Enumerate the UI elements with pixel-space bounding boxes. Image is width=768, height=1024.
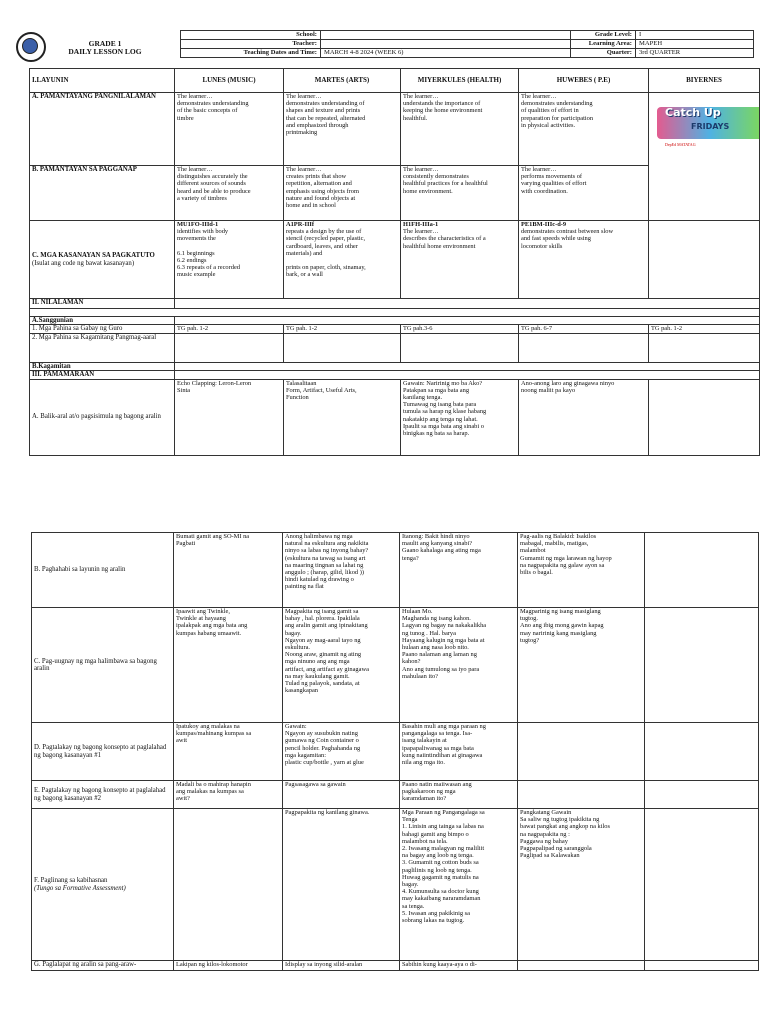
catch-up-fridays-cell [649,93,760,221]
cell-biyernes [649,221,760,299]
cell-lunes: Echo Clapping: Leron-Leron Sinta [175,379,284,455]
cell-biyernes [645,608,759,723]
cell-huwebes: Magparinig ng isang masiglang tugtog. Ano ang ibig mong gawin kapag may naririnig kang masiglang tugtog? [518,608,645,723]
cell-huwebes: Pag-aalis ng Balakid: Isakilos mabagal, mabilis, matigas, malambot Gumamit ng mga larawan ng hayop na nagpapakita ng galaw ayon sa bilis o bagal. [518,533,645,608]
cell-martes: The learner… creates prints that show repetition, alternation and emphasis using objects from nature and found objects at home and in school [284,166,401,221]
column-header-row [30,69,760,93]
spacer-cell [30,309,760,317]
cell-huwebes [519,221,649,299]
cell-lunes: Lakipan ng kilos-lokomotor [174,961,283,971]
lesson-table-bottom [31,532,759,971]
cell-martes: Anong halimbawa ng mga natural na eskultura ang nakikita ninyo sa labas ng inyong bahay? (eskultura na tawag sa isang art na maaring tingnan sa lahat ng anggulo ; (harap, gilid, likod )) hindi katulad ng drawing o painting na flat [283,533,400,608]
cell-huwebes [518,781,645,809]
cell-lunes [175,221,284,299]
kagamitan-content [175,363,760,371]
cell-miyerkules: TG pah.3-6 [401,325,519,334]
row-pagtalakay-1 [32,723,759,781]
teacher-value [321,40,571,49]
row-label: G. Paglalapat ng aralin sa pang-araw- [32,961,174,971]
row-kagamitang-pangmag-aaral [30,334,760,363]
col-martes: MARTES (ARTS) [284,69,401,93]
section-sanggunian: A.Sanggunian [30,317,175,325]
gabay-label: 1. Mga Pahina sa Gabay ng Guro [30,325,175,334]
section-pamamaraan: III. PAMAMARAAN [30,371,175,379]
cell-miyerkules [401,334,519,363]
cell-miyerkules: The learner… consistently demonstrates healthful practices for a healthful home environment. [401,166,519,221]
learning-area-value: MAPEH [636,40,754,49]
row-pamantayang-pangnilalaman [30,93,760,166]
cell-martes: Pagsasagawa sa gawain [283,781,400,809]
logo-word1: Catch Up [665,106,721,119]
cell-biyernes [649,334,760,363]
cell-miyerkules: Gawain: Naririnig mo ba Ako? Patakpan sa mga bata ang kanilang tenga. Tumawag ng isang bata para tumula sa harap ng klase habang nakatakip ang tenga ng lahat. Ipaulit sa mga bata ang sinabi o binigkas ng bata sa harap. [401,379,519,455]
cell-biyernes: TG pah. 1-2 [649,325,760,334]
cell-lunes [174,809,283,961]
grade-title: GRADE 1 [88,39,122,48]
cell-miyerkules: Sabihin kung kaaya-aya o di- [400,961,518,971]
quarter-value: 3rd QUARTER [636,49,754,58]
header-row [181,40,754,49]
competency: demonstrates contrast between slow and fast speeds while using locomotor skills [521,228,614,250]
cell-biyernes [645,961,759,971]
competency: The learner… describes the characteristics of a healthful home environment [403,228,486,250]
header-row [181,31,754,40]
lesson-table-top [29,68,760,456]
cell-martes: Gawain: Ngayon ay susubukin nating gumawa ng Coin container o pencil holder. Paghahanda ng mga kagamitan: plastic cup/bottle , yarn at glue [283,723,400,781]
cell-biyernes [645,533,759,608]
header-row [181,49,754,58]
catch-up-fridays-logo [651,103,757,147]
paglinang-note: (Tungo sa Formative Assessment) [34,884,126,892]
cell-lunes: Madali ba o mahirap hanapin ang malakas na kumpas sa awit? [174,781,283,809]
cell-miyerkules [401,221,519,299]
cell-huwebes: Pangkatang Gawain Sa saliw ng tugtog ipakikita ng bawat pangkat ang angkop na kilos na nagpapakita ng : Paggawa ng bahay Pagpapalipad ng saranggola Paglipad sa Kalawakan [518,809,645,961]
cell-martes [284,334,401,363]
cell-lunes: Ipaawit ang Twinkle, Twinkle at hayaang ipalakpak ang mga bata ang kumpas habang umaawit. [174,608,283,723]
row-balik-aral [30,379,760,455]
school-label: School: [181,31,321,40]
logo-word2: FRIDAYS [691,122,730,131]
cell-huwebes [519,334,649,363]
header-info-table [180,30,754,58]
row-paglinang [32,809,759,961]
row-pamamaraan [30,371,760,379]
row-label: D. Pagtalakay ng bagong konsepto at paglalahad ng bagong kasanayan #1 [32,723,174,781]
cell-biyernes [649,379,760,455]
school-value [321,31,571,40]
kagamitang-label: 2. Mga Pahina sa Kagamitang Pangmag-aaral [30,334,175,363]
competency: repeats a design by the use of stencil (recycled paper, plastic, cardboard, leaves, and other materials) and prints on paper, cloth, sinamay, bark, or a wall [286,228,366,279]
sanggunian-content [175,317,760,325]
cell-lunes: The learner… distinguishes accurately the different sources of sounds heard and be able to produce a variety of timbres [175,166,284,221]
cell-martes: Pagpapakita ng kanilang ginawa. [283,809,400,961]
cell-huwebes [518,961,645,971]
cell-martes [284,221,401,299]
code: MU1FO-IIId-1 [177,221,219,228]
row-label: C. Pag-uugnay ng mga halimbawa sa bagong aralin [32,608,174,723]
row-pag-uugnay [32,608,759,723]
cell-martes: Talasalitaan Form, Artifact, Useful Arts, Function [284,379,401,455]
cell-lunes: Bumati gamit ang SO-MI na Pagbati [174,533,283,608]
col-layunin: I.LAYUNIN [30,69,175,93]
col-miyerkules: MIYERKULES (HEALTH) [401,69,519,93]
cell-biyernes [645,781,759,809]
cell-miyerkules: Itanong: Bakit hindi ninyo maulit ang kanyang sinabi? Gaano kahalaga ang ating mga tenga? [400,533,518,608]
quarter-label: Quarter: [571,49,636,58]
cell-lunes [175,334,284,363]
dates-label: Teaching Dates and Time: [181,49,321,58]
row-label: B. Paghahabi sa layunin ng aralin [32,533,174,608]
dates-value: MARCH 4-8 2024 (WEEK 6) [321,49,571,58]
row-nilalaman [30,299,760,309]
cell-martes: Magpakita ng isang gamit sa bahay , hal. plorera. Ipakilala ang aralin gamit ang ipinakitang bagay. Ngayon ay mag-aaral tayo ng eskultura. Noong araw, ginamit ng ating mga ninuno ang ang mga artifact, ang artifact ay ginagawa na may kaukulang gamit. Tulad ng palayok, sandata, at kasangkapan [283,608,400,723]
cell-huwebes: The learner… demonstrates understanding of qualities of effort in preparation for participation in physical activities. [519,93,649,166]
kasanayan-note: (Isulat ang code ng bawat kasanayan) [32,259,135,267]
log-subtitle: DAILY LESSON LOG [68,47,142,56]
row-label [30,221,175,299]
col-biyernes: BIYERNES [649,69,760,93]
row-gabay-guro [30,325,760,334]
row-label: A. Balik-aral at/o pagsisimula ng bagong aralin [30,379,175,455]
grade-level-value: I [636,31,754,40]
cell-lunes: The learner… demonstrates understanding of the basic concepts of timbre [175,93,284,166]
row-spacer [30,309,760,317]
lesson-log-header [10,30,754,60]
cell-miyerkules: Paano natin maiiwasan ang pagkakaroon ng mga karamdaman ito? [400,781,518,809]
cell-lunes: TG pah. 1-2 [175,325,284,334]
cell-huwebes: TG pah. 6-7 [519,325,649,334]
log-title [50,40,160,56]
row-label [32,809,174,961]
cell-huwebes: The learner… performs movements of varying qualities of effort with coordination. [519,166,649,221]
cell-miyerkules: The learner… understands the importance of keeping the home environment healthful. [401,93,519,166]
code: H1FH-IIIa-1 [403,221,439,228]
nilalaman-content [175,299,760,309]
cell-miyerkules: Basahin muli ang mga paraan ng pangangalaga sa tenga. Isa- isang talakayin at ipapapaliwanag sa mga bata kung naiintindihan at ginagawa nila ang mga ito. [400,723,518,781]
cell-martes: Idisplay sa inyong silid-aralan [283,961,400,971]
grade-level-label: Grade Level: [571,31,636,40]
row-label: A. PAMANTAYANG PANGNILALAMAN [30,93,175,166]
col-lunes: LUNES (MUSIC) [175,69,284,93]
row-label: B. PAMANTAYAN SA PAGGANAP [30,166,175,221]
row-pagtalakay-2 [32,781,759,809]
row-kagamitan [30,363,760,371]
row-sanggunian [30,317,760,325]
section-nilalaman: II. NILALAMAN [30,299,175,309]
section-kagamitan: B.Kagamitan [30,363,175,371]
cell-martes: The learner… demonstrates understanding of shapes and texture and prints that can be repeated, alternated and emphasized through printmaking [284,93,401,166]
row-paglalapat [32,961,759,971]
teacher-label: Teacher: [181,40,321,49]
pamamaraan-content [175,371,760,379]
cell-huwebes [518,723,645,781]
row-paghahabi [32,533,759,608]
row-label: E. Pagtalakay ng bagong konsepto at paglalahad ng bagong kasanayan #2 [32,781,174,809]
kasanayan-label: C. MGA KASANAYAN SA PAGKATUTO [32,252,155,260]
deped-seal-icon [16,32,46,62]
learning-area-label: Learning Area: [571,40,636,49]
cell-martes: TG pah. 1-2 [284,325,401,334]
cell-biyernes [645,723,759,781]
cell-biyernes [645,809,759,961]
row-kasanayan-sa-pagkatuto [30,221,760,299]
col-huwebes: HUWEBES ( P.E) [519,69,649,93]
cell-miyerkules: Mga Paraan ng Pangangalaga sa Tenga 1. Linisin ang tainga sa labas na bahagi gamit ang bimpo o malambot na tela. 2. Iwasang malagyan ng maliliit na bagay ang loob ng tenga. 3. Gumamit ng cotton buds sa paglilinis ng loob ng tenga. Huwag gagamit ng matulis na bagay. 4. Kumunsulta sa doctor kung may kakaibang nararamdaman sa tenga. 5. Iwasan ang pakikinig sa sobrang lakas na tugtog. [400,809,518,961]
code: PE1BM-IIIc-d-9 [521,221,567,228]
code: A1PR-IIIf [286,221,315,228]
cell-lunes: Ipatukoy ang malakas na kumpas/mahinang kumpas sa awit [174,723,283,781]
competency: identifies with body movements the 6.1 beginnings 6.2 endings 6.3 repeats of a recorded music example [177,228,240,279]
logo-tag: DepEd MATATAG [665,142,696,147]
paglinang-label: F. Paglinang sa kabihasnan [34,877,108,885]
cell-huwebes: Ano-anong laro ang ginagawa ninyo noong maliit pa kayo [519,379,649,455]
cell-miyerkules: Hulaan Mo. Maghanda ng isang kahon. Lagyan ng bagay na nakakalikha ng tunog . Hal. barya Hayaang kalugin ng mga bata at hulaan ang nasa loob nito. Paano nalaman ang laman ng kahon? Ano ang tumulong sa iyo para mahulaan ito? [400,608,518,723]
